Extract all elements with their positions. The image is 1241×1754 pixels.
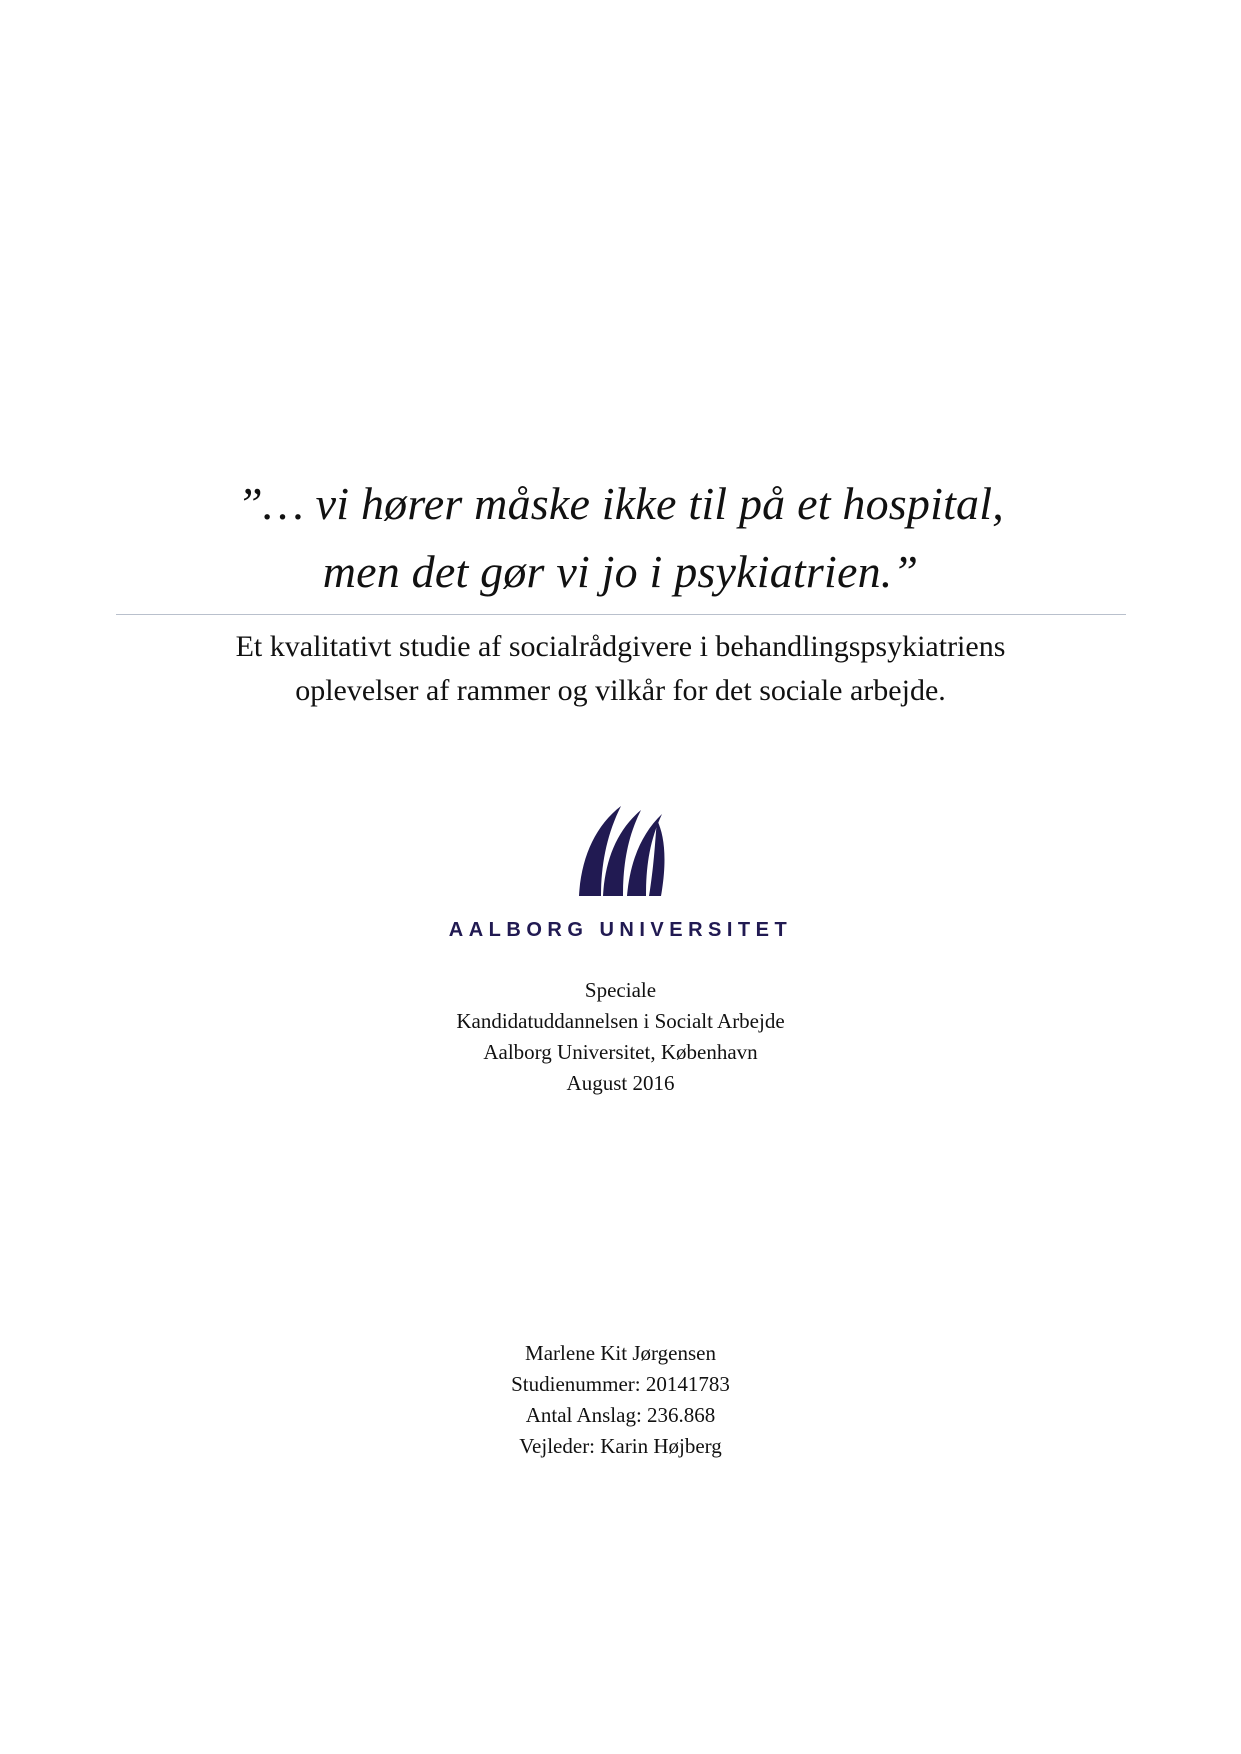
info-line-3: Aalborg Universitet, København: [483, 1040, 758, 1064]
subtitle-line-1: Et kvalitativt studie af socialrådgivere i behandlingspsykiatriens: [235, 630, 1006, 663]
info-line-4: August 2016: [566, 1071, 675, 1095]
author-info: [0, 1338, 1241, 1462]
student-number: Studienummer: 20141783: [511, 1372, 730, 1396]
info-line-1: Speciale: [584, 978, 657, 1002]
supervisor: Vejleder: Karin Højberg: [519, 1434, 722, 1458]
page-subtitle: [140, 625, 1101, 713]
title-divider: [116, 614, 1126, 615]
program-info: [0, 975, 1241, 1099]
character-count: Antal Anslag: 236.868: [525, 1403, 716, 1427]
title-line-1: ”… vi hører måske ikke til på et hospital,: [237, 478, 1004, 529]
subtitle-line-2: oplevelser af rammer og vilkår for det sociale arbejde.: [295, 674, 946, 707]
university-wordmark: AALBORG UNIVERSITET: [448, 919, 793, 941]
title-line-2: men det gør vi jo i psykiatrien.”: [322, 546, 919, 597]
info-line-2: Kandidatuddannelsen i Socialt Arbejde: [456, 1009, 785, 1033]
university-logo: [0, 800, 1241, 942]
aalborg-university-flame-icon: [561, 800, 681, 905]
page-title: [120, 470, 1121, 606]
author-name: Marlene Kit Jørgensen: [525, 1341, 716, 1365]
